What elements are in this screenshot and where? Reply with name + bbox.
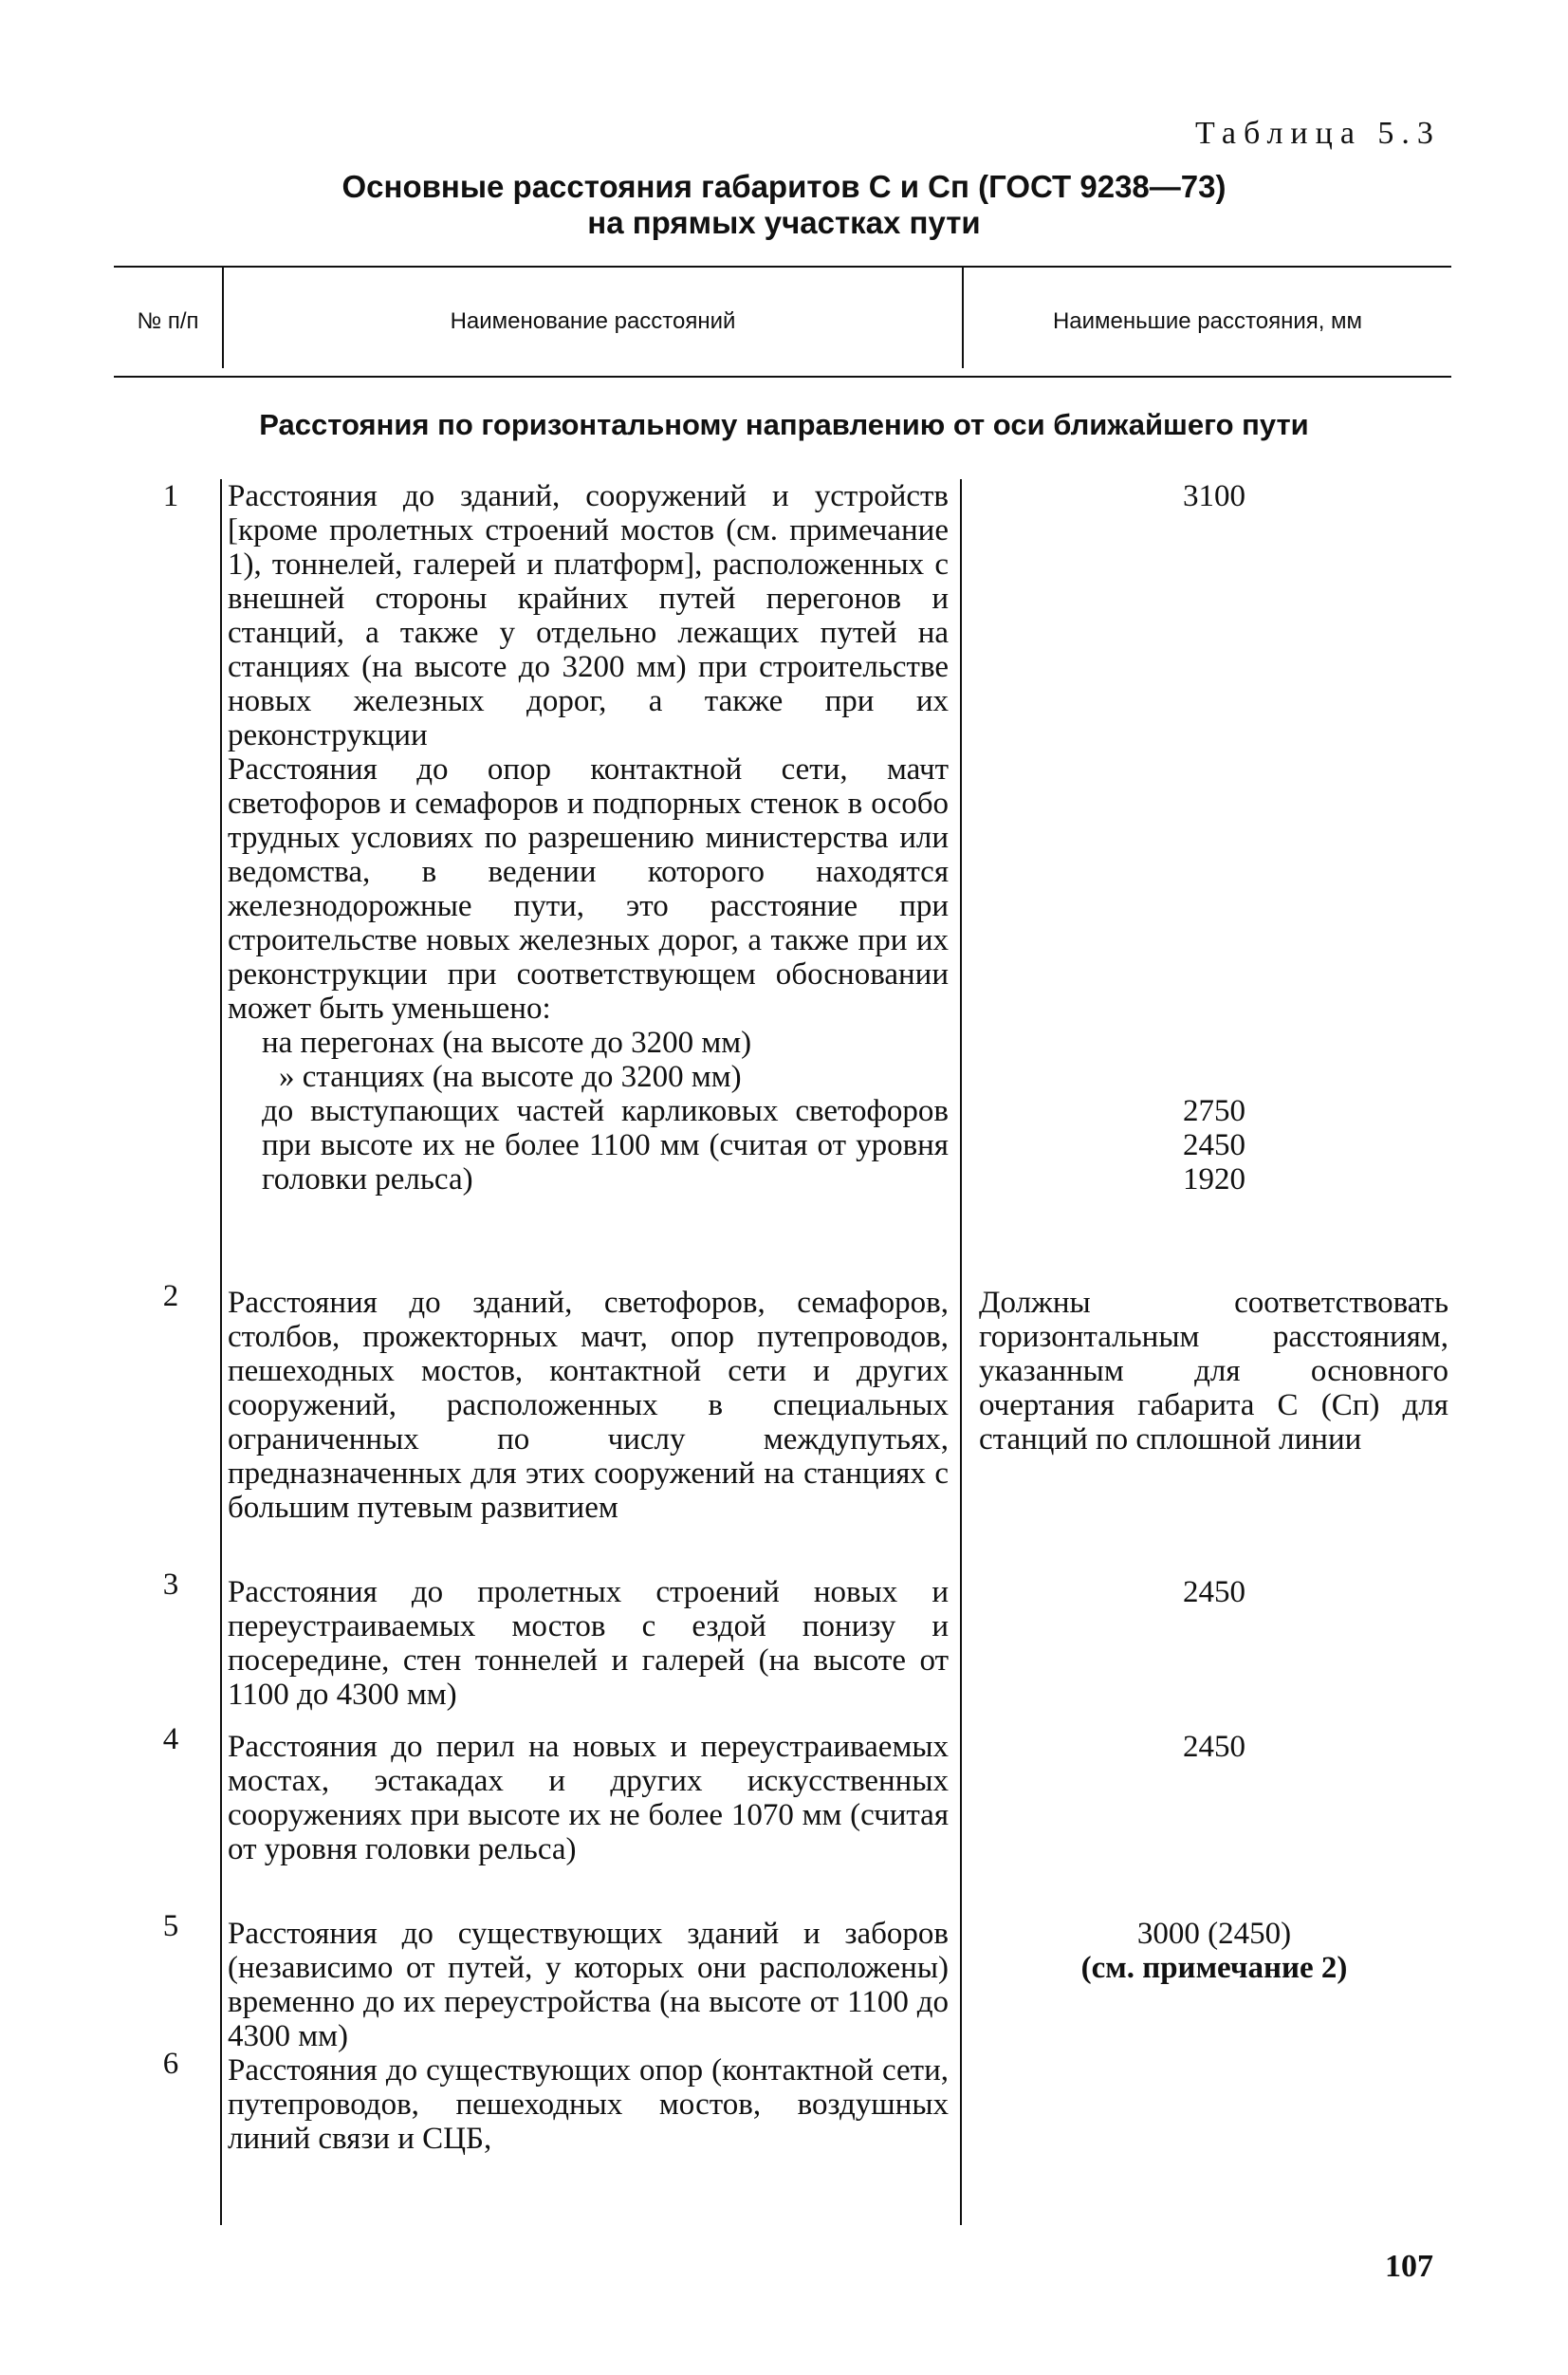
row-1-number: 1 <box>162 479 179 513</box>
row-1-value-3: 1920 <box>1183 1162 1245 1197</box>
row-3-number: 3 <box>162 1568 179 1602</box>
row-3-value: 2450 <box>1183 1575 1245 1609</box>
column-header-num: № п/п <box>137 308 199 334</box>
row-1-sub-2: » станциях (на высоте до 3200 мм) <box>279 1060 742 1094</box>
row-4-description <box>228 1730 949 1866</box>
row-4-desc: Расстояния до перил на новых и переустраиваемых мостах, эстакадах и других искусственных сооружениях при высоте их не более 1070 мм (считая от уровня головки рельса) <box>228 1730 949 1866</box>
row-1-desc-a: Расстояния до зданий, сооружений и устройств [кроме пролетных строений мостов (см. примечание 1), тоннелей, галерей и платформ], расположенных с внешней стороны крайних путей перегонов и станций, а также у отдельно лежащих путей на станциях (на высоте до 3200 мм) при строительстве новых железных дорог, а также при их реконструкции <box>228 479 949 752</box>
row-6-desc: Расстояния до существующих опор (контактной сети, путепроводов, пешеходных мостов, воздушных линий связи и СЦБ, <box>228 2053 949 2156</box>
row-1-value-1: 2750 <box>1183 1094 1245 1128</box>
row-5-value: 3000 (2450) <box>1136 1917 1292 1951</box>
page-number: 107 <box>1385 2249 1433 2284</box>
row-3-desc: Расстояния до пролетных строений новых и переустраиваемых мостов с ездой понизу и посередине, стен тоннелей и галерей (на высоте от 1100 до 4300 мм) <box>228 1575 949 1712</box>
row-5-value-note: (см. примечание 2) <box>1080 1951 1348 1985</box>
row-1-sub-1: на перегонах (на высоте до 3200 мм) <box>262 1026 752 1060</box>
body-divider-2 <box>960 479 962 2225</box>
table-top-rule <box>114 266 1451 268</box>
row-6-description <box>228 2053 949 2156</box>
table-label: Таблица 5.3 <box>1195 116 1441 151</box>
row-1-value-2: 2450 <box>1183 1128 1245 1162</box>
row-4-value: 2450 <box>1183 1730 1245 1764</box>
row-4-number: 4 <box>162 1722 179 1756</box>
row-2-desc: Расстояния до зданий, светофоров, семафоров, столбов, прожекторных мачт, опор путепроводов, пешеходных мостов, контактной сети и других сооружений, расположенных в специальных ограниченных по числу междупутьях, предназначенных для этих сооружений на станциях с большим путевым развитием <box>228 1286 949 1525</box>
section-heading: Расстояния по горизонтальному направлению от оси ближайшего пути <box>259 408 1309 441</box>
row-6-number: 6 <box>162 2047 179 2081</box>
table-title-line1: Основные расстояния габаритов С и Сп (ГОСТ 9238—73) <box>341 169 1227 204</box>
row-2-number: 2 <box>162 1279 179 1313</box>
column-header-name: Наименование расстояний <box>450 308 736 334</box>
column-header-min: Наименьшие расстояния, мм <box>1052 308 1363 334</box>
row-5-description <box>228 1917 949 2053</box>
row-1-value-a: 3100 <box>1183 479 1245 513</box>
table-header-rule <box>114 376 1451 378</box>
row-5-number: 5 <box>162 1909 179 1943</box>
row-2-value: Должны соответствовать горизонтальным расстояниям, указанным для основного очертания габарита С (Сп) для станций по сплошной линии <box>979 1286 1448 1457</box>
table-title-line2: на прямых участках пути <box>587 205 981 240</box>
row-1-description <box>228 479 949 1197</box>
row-3-description <box>228 1575 949 1712</box>
row-1-desc-b: Расстояния до опор контактной сети, мачт светофоров и семафоров и подпорных стенок в особо трудных условиях по разрешению министерства или ведомства, в ведении которого находятся железнодорожные пути, это расстояние при строительстве новых железных дорог, а также при их реконструкции при соответствующем обосновании может быть уменьшено: <box>228 752 949 1026</box>
row-2-description <box>228 1286 949 1525</box>
body-divider-1 <box>220 479 222 2225</box>
row-5-desc: Расстояния до существующих зданий и заборов (независимо от путей, у которых они расположены) временно до их переустройства (на высоте от 1100 до 4300 мм) <box>228 1917 949 2053</box>
row-1-sub-3: до выступающих частей карликовых светофоров при высоте их не более 1100 мм (считая от уровня головки рельса) <box>262 1094 949 1197</box>
